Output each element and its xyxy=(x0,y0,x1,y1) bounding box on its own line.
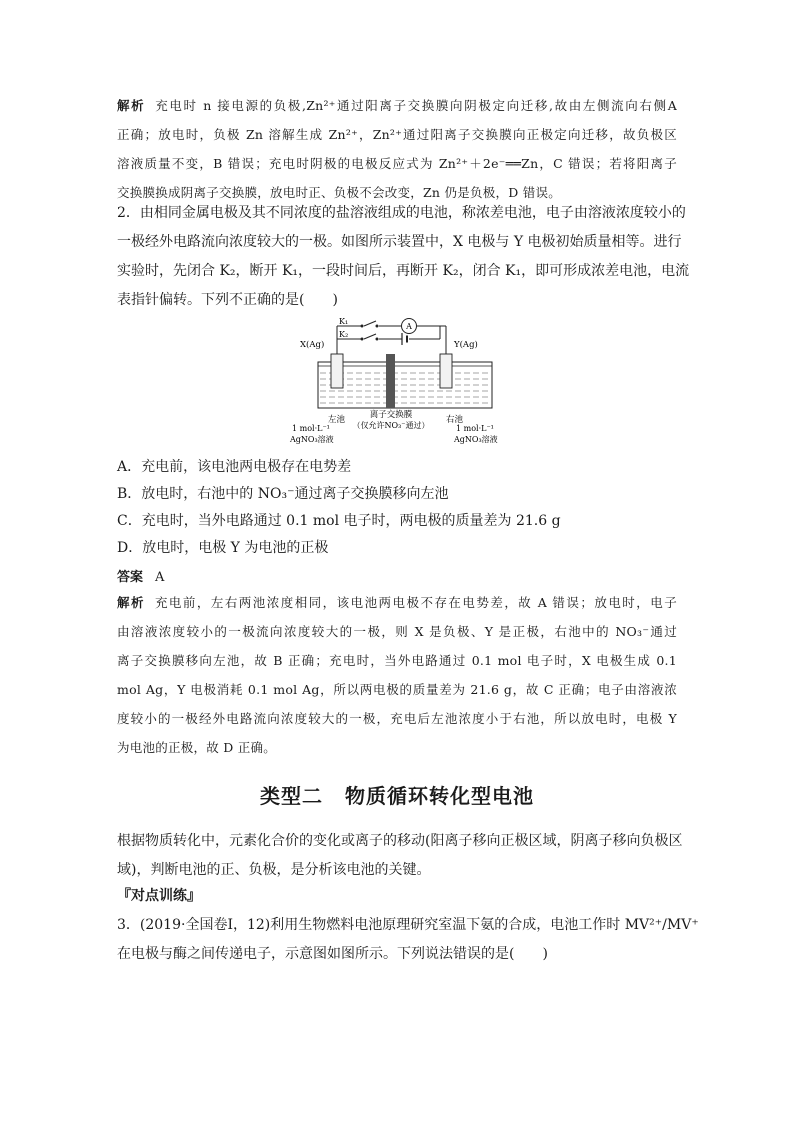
analysis-label: 解析 xyxy=(117,595,145,610)
analysis-1-line: 溶液质量不变，B 错误；充电时阴极的电极反应式为 Zn²⁺＋2e⁻══Zn，C 错误；若将阳离子 xyxy=(117,156,677,171)
question-2-line: 2．由相同金属电极及其不同浓度的盐溶液组成的电池，称浓差电池，电子由溶液浓度较小的 xyxy=(117,205,686,221)
y-electrode-label: Y(Ag) xyxy=(454,340,478,350)
answer xyxy=(117,566,164,585)
option-c: C．充电时，当外电路通过 0.1 mol 电子时，两电极的质量差为 21.6 g xyxy=(117,513,561,529)
question-2-line: 表指针偏转。下列不正确的是( ) xyxy=(117,292,338,308)
ion-exchange-membrane xyxy=(386,354,395,408)
analysis-1-line: 交换膜换成阴离子交换膜，放电时正、负极不会改变，Zn 仍是负极，D 错误。 xyxy=(117,185,561,200)
analysis-2-line: 度较小的一极经外电路流向浓度较大的一极，充电后左池浓度小于右池，所以放电时，电极 Y xyxy=(117,711,677,726)
x-electrode-label: X(Ag) xyxy=(300,340,325,350)
analysis-label: 解析 xyxy=(117,98,146,113)
analysis-2-line: 由溶液浓度较小的一极流向浓度较大的一极，则 X 是负极、Y 是正极，右池中的 NO₃⁻通过 xyxy=(117,624,677,639)
analysis-1 xyxy=(117,91,677,207)
analysis-1-line: 解析 充电时 n 接电源的负极,Zn²⁺通过阳离子交换膜向阴极定向迁移,故由左侧流向右侧A xyxy=(117,98,677,113)
right-concentration: 1 mol·L⁻¹ xyxy=(456,424,494,433)
answer-label: 答案 xyxy=(117,570,144,585)
k2-label: K₂ xyxy=(339,330,349,339)
option-a: A．充电前，该电池两电极存在电势差 xyxy=(117,459,352,475)
left-solution: AgNO₃溶液 xyxy=(290,435,334,444)
analysis-1-line: 正确；放电时，负极 Zn 溶解生成 Zn²⁺，Zn²⁺通过阳离子交换膜向正极定向迁移，故负极区 xyxy=(117,127,677,142)
k1-label: K₁ xyxy=(339,318,349,326)
right-solution: AgNO₃溶液 xyxy=(454,435,498,444)
question-2-line: 一极经外电路流向浓度较大的一极。如图所示装置中，X 电极与 Y 电极初始质量相等。进行 xyxy=(117,234,682,250)
answer-value: A xyxy=(155,570,165,585)
intro-line: 域)，判断电池的正、负极，是分析该电池的关键。 xyxy=(117,862,431,878)
drill-label: 『对点训练』 xyxy=(117,888,201,904)
section-title: 类型二 物质循环转化型电池 xyxy=(260,784,534,808)
cell-diagram xyxy=(280,318,530,450)
question-3 xyxy=(117,911,699,969)
question-2 xyxy=(117,199,690,315)
ammeter-label: A xyxy=(406,322,412,331)
intro-paragraph xyxy=(117,827,683,885)
y-electrode xyxy=(440,354,452,388)
question-2-line: 实验时，先闭合 K₂，断开 K₁，一段时间后，再断开 K₂，闭合 K₁，即可形成浓差电池，电流 xyxy=(117,263,690,279)
question-3-line: 3．(2019·全国卷Ⅰ，12)利用生物燃料电池原理研究室温下氨的合成，电池工作时 MV²⁺/MV⁺ xyxy=(117,917,699,933)
analysis-2-line: 解析 充电前，左右两池浓度相同，该电池两电极不存在电势差，故 A 错误；放电时，电子 xyxy=(117,595,677,610)
right-pool-label: 右池 xyxy=(446,415,464,425)
question-3-line: 在电极与酶之间传递电子，示意图如图所示。下列说法错误的是( ) xyxy=(117,946,548,962)
option-d: D．放电时，电极 Y 为电池的正极 xyxy=(117,540,329,556)
analysis-2 xyxy=(117,588,677,762)
analysis-2-line: 为电池的正极，故 D 正确。 xyxy=(117,740,276,755)
left-pool-label: 左池 xyxy=(328,415,346,425)
intro-line: 根据物质转化中，元素化合价的变化或离子的移动(阳离子移向正极区域，阴离子移向负极区 xyxy=(117,833,683,849)
option-b: B．放电时，右池中的 NO₃⁻通过离子交换膜移向左池 xyxy=(117,486,449,502)
left-concentration: 1 mol·L⁻¹ xyxy=(292,424,330,433)
membrane-label: 离子交换膜 xyxy=(369,410,413,420)
analysis-2-line: 离子交换膜移向左池，故 B 正确；充电时，当外电路通过 0.1 mol 电子时，X 电极生成 0.1 xyxy=(117,653,677,668)
analysis-2-line: mol Ag，Y 电极消耗 0.1 mol Ag，所以两电极的质量差为 21.6 g，故 C 正确；电子由溶液浓 xyxy=(117,682,677,697)
x-electrode xyxy=(331,354,343,388)
membrane-note: （仅允许NO₃⁻通过） xyxy=(352,421,430,430)
